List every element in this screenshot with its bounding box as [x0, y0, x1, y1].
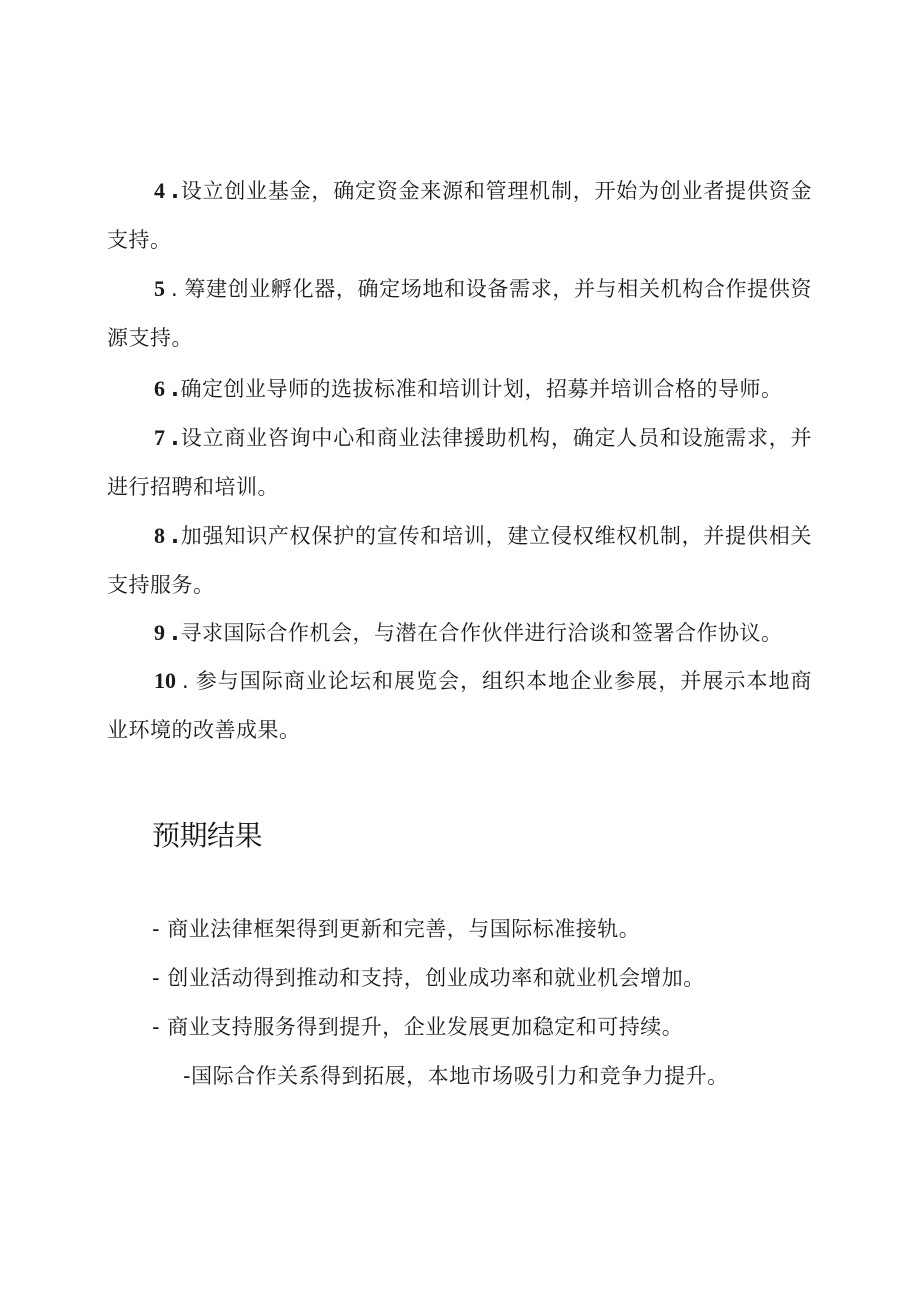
- results-heading: 预期结果: [152, 819, 263, 852]
- step-number: 8: [154, 523, 165, 548]
- step-text: 加强知识产权保护的宣传和培训，建立侵权维权机制，并提供相关支持服务。: [107, 524, 812, 597]
- step-text: 筹建创业孵化器，确定场地和设备需求，并与相关机构合作提供资源支持。: [107, 277, 812, 350]
- step-text: 设立商业咨询中心和商业法律援助机构，确定人员和设施需求，并进行招聘和培训。: [107, 426, 812, 499]
- step-number: 6: [154, 376, 165, 401]
- result-item: -国际合作关系得到拓展，本地市场吸引力和竞争力提升。: [183, 1064, 729, 1088]
- step-text: 确定创业导师的选拔标准和培训计划，招募并培训合格的导师。: [180, 377, 783, 401]
- step-number: 7: [154, 425, 165, 450]
- step-dot: .: [171, 277, 179, 301]
- step-10: [107, 656, 812, 755]
- step-5: [107, 264, 812, 363]
- step-text: 寻求国际合作机会，与潜在合作伙伴进行洽谈和签署合作协议。: [180, 621, 783, 645]
- step-dot: .: [171, 426, 180, 450]
- step-7: [107, 413, 812, 512]
- step-dot: .: [171, 524, 180, 548]
- step-number: 10: [154, 668, 176, 693]
- step-4: [107, 166, 812, 265]
- step-number: 4: [154, 178, 165, 203]
- step-number: 5: [154, 276, 165, 301]
- step-6: [107, 364, 812, 414]
- step-8: [107, 511, 812, 610]
- step-9: [107, 608, 812, 658]
- step-dot: .: [171, 621, 180, 645]
- step-dot: .: [171, 377, 180, 401]
- result-item: - 商业支持服务得到提升，企业发展更加稳定和可持续。: [152, 1015, 684, 1039]
- step-text: 设立创业基金，确定资金来源和管理机制，开始为创业者提供资金支持。: [107, 179, 812, 252]
- result-item: - 创业活动得到推动和支持，创业成功率和就业机会增加。: [152, 966, 705, 990]
- step-text: 参与国际商业论坛和展览会，组织本地企业参展，并展示本地商业环境的改善成果。: [107, 669, 812, 742]
- result-item: - 商业法律框架得到更新和完善，与国际标准接轨。: [152, 917, 641, 941]
- step-number: 9: [154, 620, 165, 645]
- step-dot: .: [182, 669, 190, 693]
- step-dot: .: [171, 179, 180, 203]
